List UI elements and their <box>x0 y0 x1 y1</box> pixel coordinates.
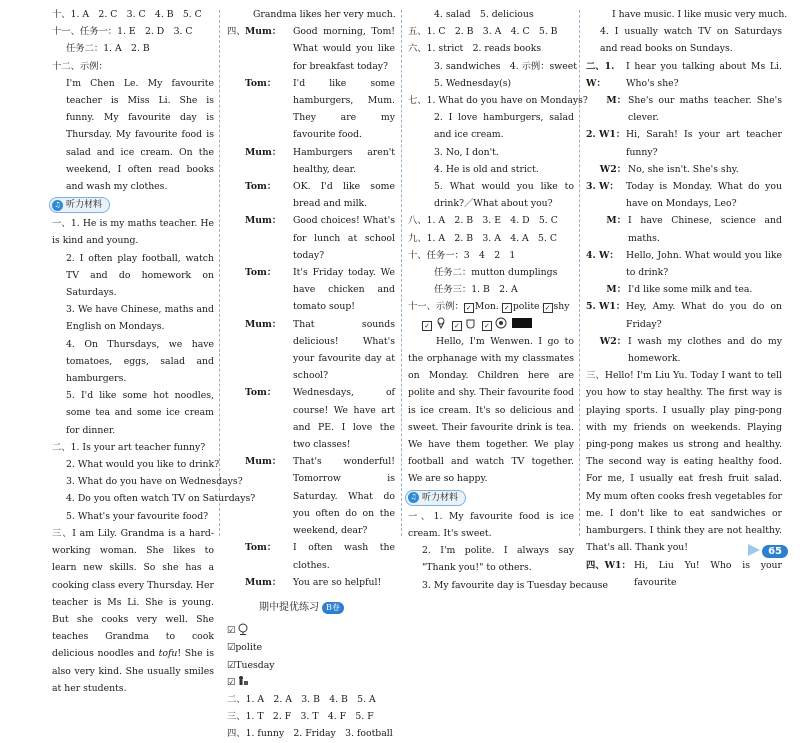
sample-essay: Hello, I'm Wenwen. I go to the orphanage with my classmates on Monday. Children here are polite and shy. Their favourite food is ice cream. It's so delicious and sweet. Their favourite drink is tea. We have them together. We play football and watch TV together. We are so happy. <box>408 335 574 485</box>
listening-item: 二、1. Is your art teacher funny? <box>52 441 206 453</box>
speech-text: I hear you talking about Ms Li. Who's she? <box>626 60 782 89</box>
passage-end: Grandma likes her very much. <box>253 9 396 20</box>
dialog-line <box>586 92 782 126</box>
column-4 <box>586 6 788 591</box>
answer-line: 十二、示例： <box>52 60 108 72</box>
speech-text: She's our maths teacher. She's clever. <box>628 95 782 124</box>
listening-item: 4. Do you often watch TV on Saturdays? <box>66 493 256 505</box>
listening-item: 2. I'm polite. I always say "Thank you!" to others. <box>422 545 574 574</box>
dialog-line <box>586 161 782 178</box>
speech-text: Wednesdays, of course! We have art and PE. I love the two classes! <box>293 387 395 451</box>
answer-line: 二、1. A 2. A 3. B 4. B 5. A <box>227 693 376 705</box>
listening-item: 5. I'd like some hot noodles, some tea and some ice cream for dinner. <box>66 390 214 436</box>
speaker-label: 5. W1： <box>586 301 626 313</box>
speaker-label: 2. W1： <box>586 129 626 141</box>
answer-line: 三、1. T 2. F 3. T 4. F 5. F <box>227 711 374 723</box>
dialog-line <box>586 298 782 332</box>
speaker-label: M： <box>606 95 626 107</box>
dialog-line <box>245 264 395 316</box>
speech-text: That's wonderful! Tomorrow is Saturday. What do you often do on the weekend, dear? <box>293 456 395 537</box>
speaker-label: Mum： <box>245 146 282 158</box>
column-divider <box>219 10 220 536</box>
tv-icon <box>512 318 532 328</box>
answer-line: ☑ <box>227 622 395 639</box>
answer-line: 任务三：1. B 2. A <box>434 284 518 296</box>
section-number: 四、 <box>227 26 246 38</box>
dialog-line <box>586 333 782 367</box>
speaker-label: M： <box>606 215 626 227</box>
speech-text: Hamburgers aren't healthy, dear. <box>293 146 395 175</box>
listening-item: 4. On Thursdays, we have tomatoes, eggs, salad and hamburgers. <box>66 338 214 385</box>
dialog-line <box>245 212 395 264</box>
listening-item: 一、1. He is my maths teacher. He is kind and young. <box>52 218 214 247</box>
speech-text: I'd like some milk and tea. <box>628 284 753 296</box>
answer-line: ☑Tuesday <box>227 659 275 671</box>
answer-line: 5. Wednesday(s) <box>434 77 512 89</box>
dialog-line <box>586 178 782 212</box>
dialog-line <box>586 58 782 92</box>
speaker-label: 二、1. W： <box>586 60 615 89</box>
answer-line: 五、1. C 2. B 3. A 4. C 5. B <box>408 26 558 38</box>
speech-text: Hello, John. What would you like to drink? <box>626 249 782 279</box>
speaker-label: M： <box>606 284 626 296</box>
picture-options: ✓ ✓ ✓ <box>408 316 574 333</box>
b-paper-badge: B卷 <box>322 602 344 614</box>
speech-text: I have Chinese, science and maths. <box>628 215 782 244</box>
section-heading: 期中提优练习 B卷 <box>227 591 395 622</box>
listening-passage: 三、I am Lily. Grandma is a hard-working woman. She likes to learn new skills. So she has a cooking class every Thursday. Her teacher is Ms Li. She is young. But she cooks very well. She teaches Grandma to cook delicious noodles and tofu! She is also very kind. She usually smiles at her students. <box>52 527 214 694</box>
answer-line: 十一、任务一：1. E 2. D 3. C <box>52 26 193 38</box>
dialog-line <box>586 126 782 160</box>
speaker-label: Tom： <box>245 542 277 554</box>
dialog-line <box>586 247 782 281</box>
page-number: 65 <box>762 545 788 558</box>
answer-line: 十、1. A 2. C 3. C 4. B 5. C <box>52 9 202 20</box>
ice-cream-icon <box>435 317 447 329</box>
speaker-label: Mum： <box>245 318 282 330</box>
dialog-line <box>245 384 395 453</box>
person-reading-icon <box>237 675 249 687</box>
dialog-line <box>245 144 395 178</box>
speech-text: Today is Monday. What do you have on Mondays, Leo? <box>626 181 782 210</box>
dialog-block <box>227 23 395 591</box>
speaker-label: Tom： <box>245 387 277 399</box>
sample-paragraph: I'm Chen Le. My favourite teacher is Miss Li. She is funny. My favourite day is Thursday. My favourite food is salad and ice cream. On the weekend, I often read books and wash my clothes. <box>66 77 214 193</box>
speech-text: Hi, Sarah! Is your art teacher funny? <box>626 129 782 158</box>
speech-text: I wash my clothes and do my homework. <box>628 335 782 365</box>
speaker-label: W2： <box>599 335 626 347</box>
answer-line: 3. sandwiches 4. 示例：sweet <box>434 60 577 72</box>
cup-icon <box>465 317 477 329</box>
dialog-line <box>245 453 395 539</box>
speech-text: Hey, Amy. What do you do on Friday? <box>626 301 782 330</box>
speaker-label: Tom： <box>245 181 277 193</box>
column-2 <box>227 6 395 743</box>
listening-item: 2. I often play football, watch TV and do homework on Saturdays. <box>66 252 214 299</box>
speech-text: Good choices! What's for lunch at school today? <box>293 215 395 261</box>
listening-item: 3. We have Chinese, maths and English on Mondays. <box>66 304 214 333</box>
listening-item: I have music. I like music very much. <box>612 9 788 20</box>
answer-line: 任务二：1. A 2. B <box>66 43 150 55</box>
dialog-line <box>586 281 782 298</box>
answer-line: 3. No, I don't. <box>434 146 499 158</box>
dialog-line: 四、W1： Hi, Liu Yu! Who is your favourite <box>586 559 782 588</box>
speech-text: That sounds delicious! What's your favourite day at school? <box>293 318 395 382</box>
speaker-label: Mum： <box>245 215 282 227</box>
dialog-line <box>245 316 395 385</box>
speaker-label: Tom： <box>245 77 277 89</box>
speaker-label: 3. W： <box>586 181 619 193</box>
dialog-line <box>245 178 395 212</box>
headphones-icon: ♫ <box>52 200 63 211</box>
dialog-line <box>245 75 395 144</box>
dialog-line <box>245 23 395 75</box>
answer-line: ☑ <box>227 674 395 691</box>
answer-line: 4. He is old and strict. <box>434 163 539 175</box>
listening-passage: 三、Hello! I'm Liu Yu. Today I want to tell you how to stay healthy. The first way is playing sports. I usually play ping-pong with my friends on weekends. Playing ping-pong makes us strong and healthy. The second way is eating healthy food. For me, I usually eat fresh fruit salad. My mum often cooks fresh vegetables for me. I don't like to eat sandwiches or hamburgers. I think they are not healthy. That's all. Thank you! <box>586 370 782 554</box>
headphones-icon: ♫ <box>408 492 419 503</box>
column-divider <box>401 10 402 536</box>
answer-line: ☑polite <box>227 642 263 654</box>
listening-item: 4. I usually watch TV on Saturdays and read books on Sundays. <box>600 26 782 55</box>
dialog-line <box>586 212 782 246</box>
answer-line: 2. I love hamburgers, salad and ice cream. <box>434 112 574 141</box>
answer-line: 十、任务一：3 4 2 1 <box>408 249 516 261</box>
answer-line: 九、1. A 2. B 3. A 4. A 5. C <box>408 232 557 244</box>
column-divider <box>579 10 580 536</box>
answer-line: 4. salad 5. delicious <box>434 9 534 20</box>
listening-header: ♫ 听力材料 <box>408 488 574 508</box>
speech-text: No, she isn't. She's shy. <box>628 163 739 175</box>
answer-line: 六、1. strict 2. reads books <box>408 43 542 55</box>
speech-text: OK. I'd like some bread and milk. <box>293 181 395 210</box>
answer-line: 5. What would you like to drink?／What about you? <box>434 181 574 210</box>
speech-text: I'd like some hamburgers, Mum. They are my favourite food. <box>293 77 395 141</box>
listening-item: 一、1. My favourite food is ice cream. It's sweet. <box>408 510 574 539</box>
speech-text: It's Friday today. We have chicken and tomato soup! <box>293 267 395 313</box>
listening-item: 2. What would you like to drink? <box>66 459 220 471</box>
listening-item: 5. What's your favourite food? <box>66 510 209 522</box>
speaker-label: 4. W： <box>586 249 619 261</box>
listening-header: ♫ 听力材料 <box>52 195 214 215</box>
page-arrow-decoration <box>748 544 760 556</box>
dialog-line <box>245 539 395 573</box>
listening-item: 3. What do you have on Wednesdays? <box>66 476 243 488</box>
answer-line: 任务二：mutton dumplings <box>434 267 558 279</box>
speech-text: I often wash the clothes. <box>293 542 395 571</box>
answer-line: 四、1. funny 2. Friday 3. football <box>227 728 393 740</box>
listening-item: 3. My favourite day is Tuesday because <box>422 579 609 591</box>
speaker-label: Mum： <box>245 576 282 588</box>
globe-icon <box>237 623 249 635</box>
speaker-label: Mum： <box>245 456 282 468</box>
sample-options: 十一、示例： ✓ Mon. ✓ polite ✓ shy <box>408 301 570 313</box>
dialog-line <box>245 574 395 591</box>
football-icon <box>495 317 507 329</box>
speech-text: You are so helpful! <box>293 576 382 588</box>
speaker-label: W2： <box>599 163 626 175</box>
speaker-label: Mum： <box>245 26 282 38</box>
answer-line: 八、1. A 2. B 3. E 4. D 5. C <box>408 215 558 227</box>
speaker-label: Tom： <box>245 267 277 279</box>
answer-line: 七、1. What do you have on Mondays? <box>408 95 588 107</box>
speech-text: Good morning, Tom! What would you like for breakfast today? <box>293 26 395 72</box>
